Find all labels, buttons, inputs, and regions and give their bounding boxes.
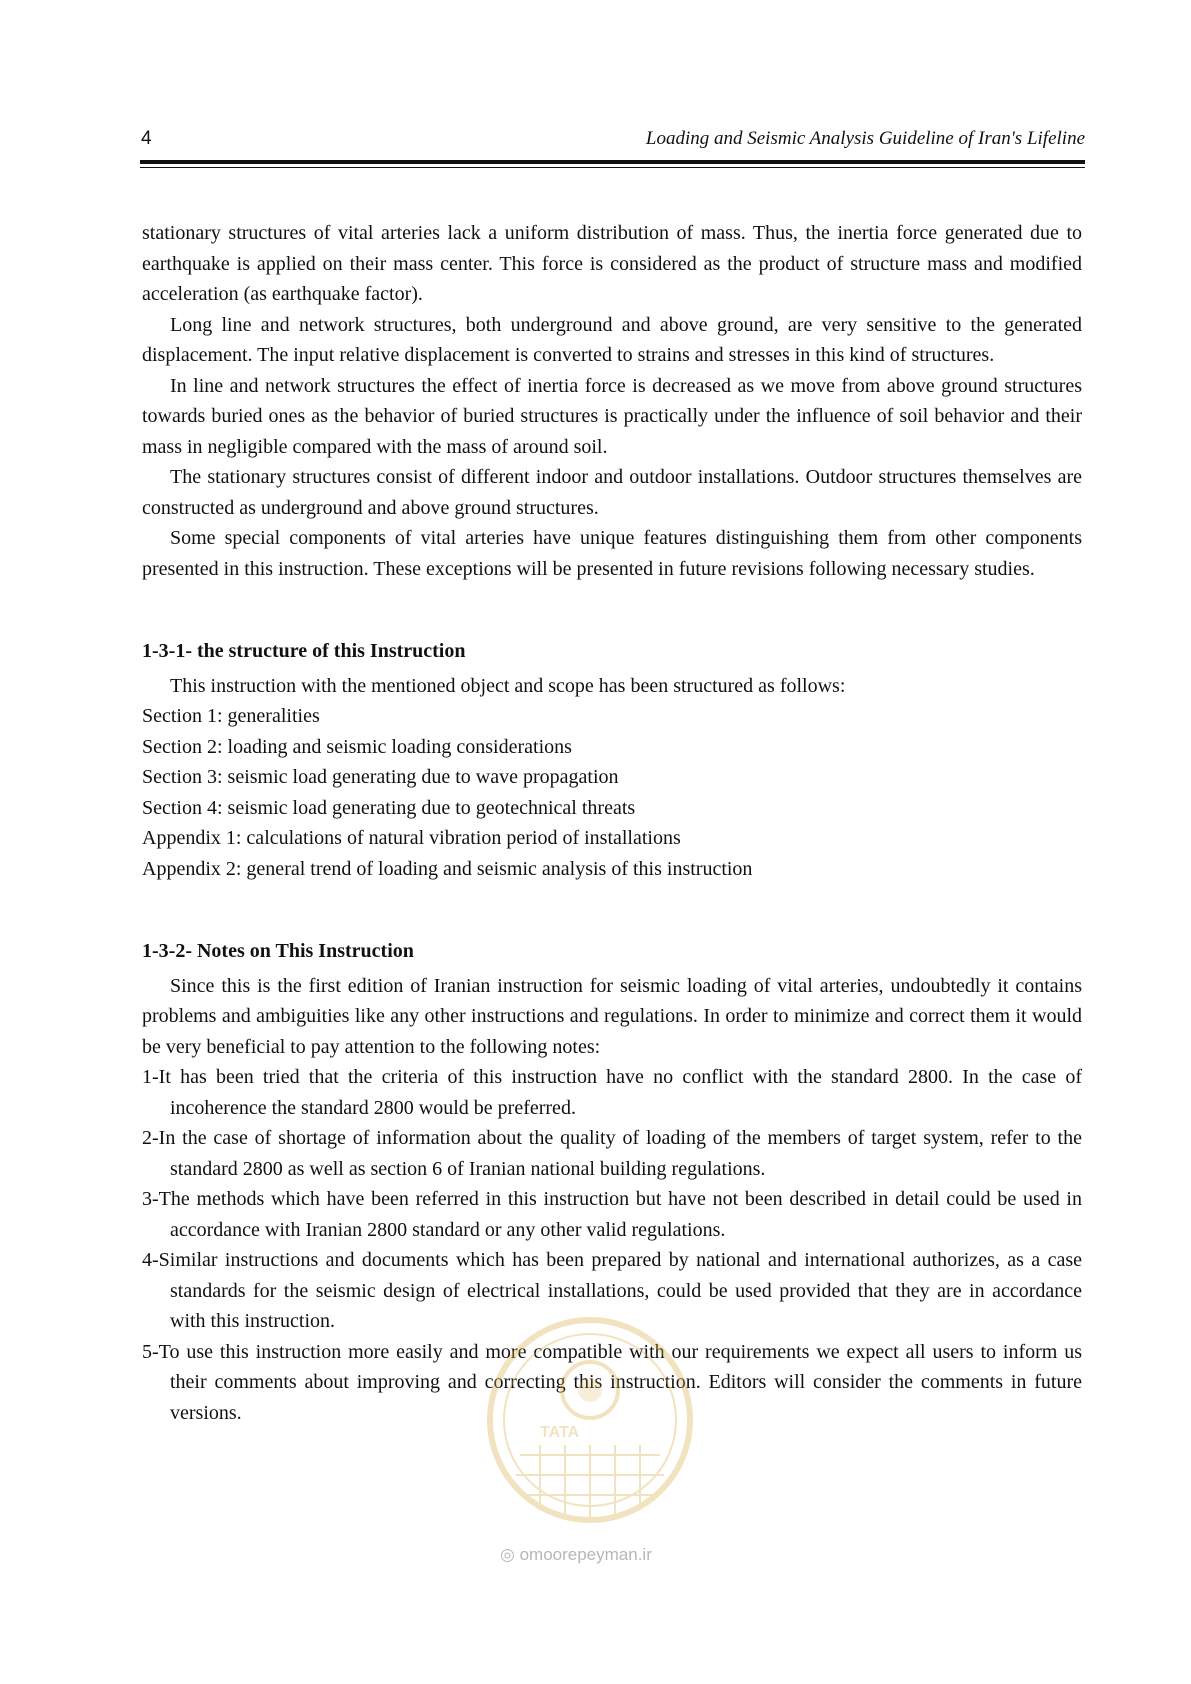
globe-icon: ◎ (500, 1545, 515, 1564)
structure-item: Section 1: generalities (142, 705, 320, 727)
body-paragraph: Long line and network structures, both underground and above ground, are very sensitive to the generated displacement. The input relative displacement is converted to strains and stresses in this kind of structures. (142, 313, 1082, 366)
notes-list (142, 1062, 1082, 1428)
watermark-logo-text: TATA (540, 1424, 580, 1441)
body-paragraph: In line and network structures the effect of inertia force is decreased as we move from above ground structures towards buried ones as the behavior of buried structures is practically under the influence of soil behavior and their mass in negligible compared with the mass of around soil. (142, 374, 1082, 458)
structure-item: Section 4: seismic load generating due to geotechnical threats (142, 796, 636, 819)
running-title: Loading and Seismic Analysis Guideline of Iran's Lifeline (645, 128, 1085, 149)
watermark-url-text: omoorepeyman.ir (519, 1545, 652, 1564)
structure-item: Section 3: seismic load generating due to wave propagation (142, 766, 619, 788)
note-item: 4-Similar instructions and documents which has been prepared by national and international authorizes, as a case standards for the seismic design of electrical installations, could be used provided that they are in accordance with this instruction. (142, 1249, 1082, 1332)
section-heading-notes: 1-3-2- Notes on This Instruction (142, 940, 414, 962)
note-item: 1-It has been tried that the criteria of this instruction have no conflict with the standard 2800. In the case of incoherence the standard 2800 would be preferred. (142, 1066, 1082, 1119)
structure-intro: This instruction with the mentioned object and scope has been structured as follows: (170, 674, 846, 697)
watermark-url (500, 1545, 652, 1565)
section-heading-structure: 1-3-1- the structure of this Instruction (142, 640, 466, 662)
structure-item: Appendix 1: calculations of natural vibration period of installations (142, 827, 681, 849)
header-rule-thick (140, 160, 1085, 164)
structure-item: Section 2: loading and seismic loading considerations (142, 735, 572, 758)
body-paragraph: Some special components of vital arteries have unique features distinguishing them from other components presented in this instruction. These exceptions will be presented in future revisions following necessary studies. (142, 527, 1082, 580)
header-rule-thin (140, 167, 1085, 168)
note-item: 3-The methods which have been referred in this instruction but have not been described in detail could be used in accordance with Iranian 2800 standard or any other valid regulations. (142, 1188, 1082, 1241)
page-number: 4 (141, 128, 152, 149)
notes-intro: Since this is the first edition of Iranian instruction for seismic loading of vital arteries, undoubtedly it contains problems and ambiguities like any other instructions and regulations. In order to minimize and correct them it would be very beneficial to pay attention to the following notes: (142, 974, 1082, 1058)
note-item: 2-In the case of shortage of information about the quality of loading of the members of target system, refer to the standard 2800 as well as section 6 of Iranian national building regulations. (142, 1127, 1082, 1180)
note-item: 5-To use this instruction more easily and more compatible with our requirements we expect all users to inform us their comments about improving and correcting this instruction. Editors will consider the comments in future versions. (142, 1340, 1082, 1424)
body-paragraph: The stationary structures consist of different indoor and outdoor installations. Outdoor structures themselves are constructed as underground and above ground structures. (142, 466, 1082, 519)
body-paragraph: stationary structures of vital arteries lack a uniform distribution of mass. Thus, the inertia force generated due to earthquake is applied on their mass center. This force is considered as the product of structure mass and modified acceleration (as earthquake factor). (142, 222, 1082, 305)
page-content (142, 218, 1082, 1428)
structure-item: Appendix 2: general trend of loading and seismic analysis of this instruction (142, 857, 753, 880)
